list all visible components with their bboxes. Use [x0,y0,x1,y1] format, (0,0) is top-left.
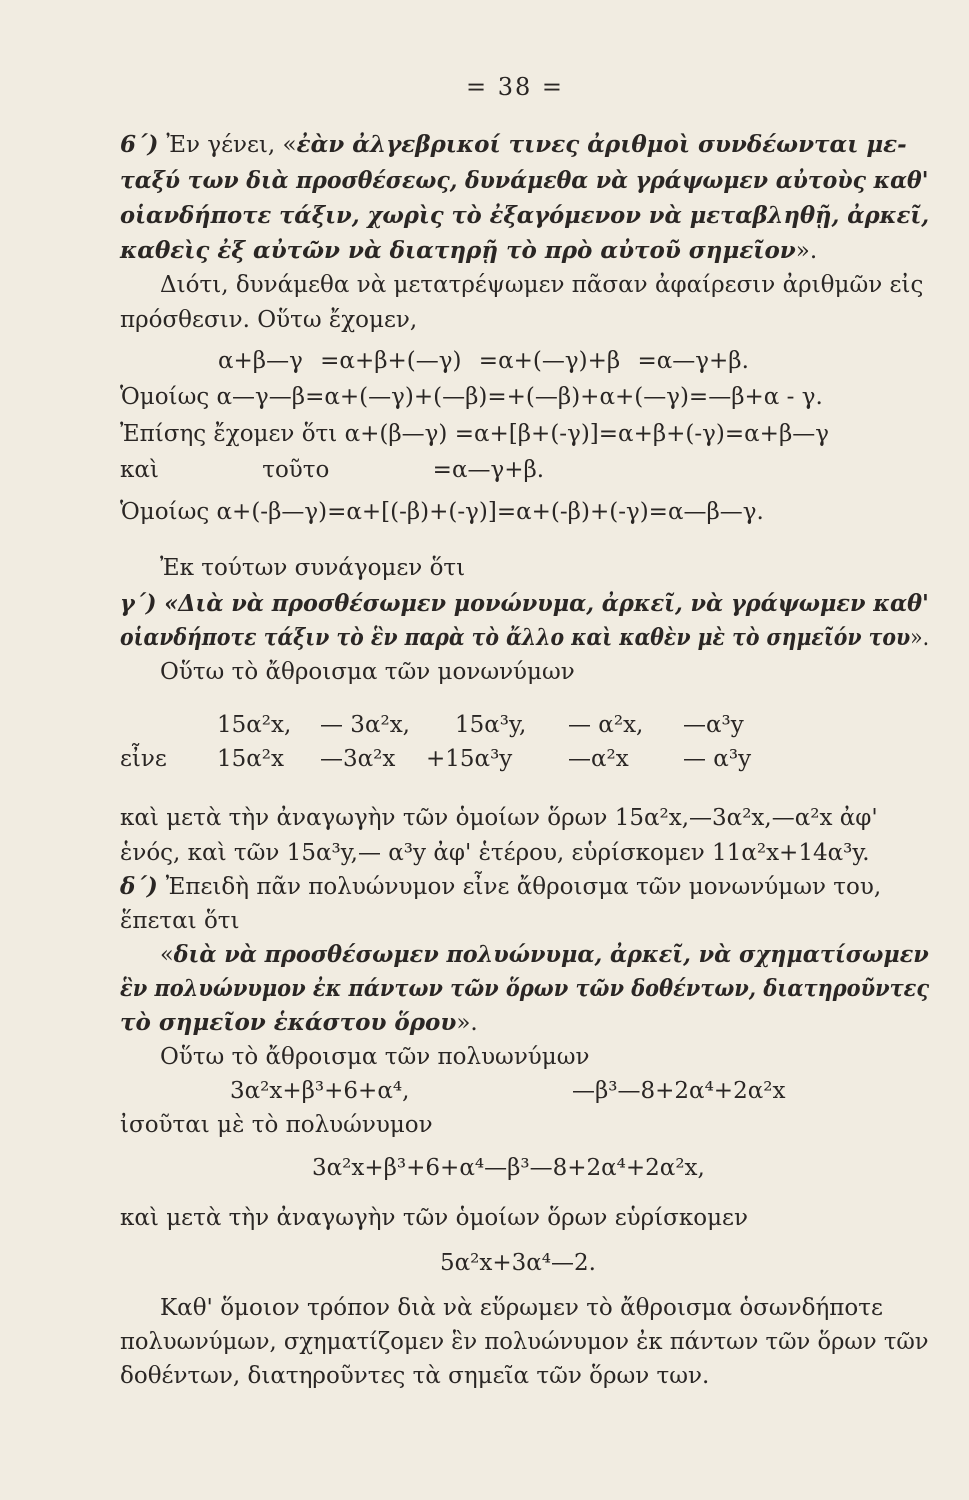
section-b-rule-l2: ταξύ των διὰ προσθέσεως, δυνάμεθα νὰ γράψωμεν αὐτοὺς καθ' [120,167,929,194]
section-c-text-l7: ἑνός, καὶ τῶν 15α³y,— α³y ἀφ' ἑτέρου, εὑρίσκομεν 11α²x+14α³y. [120,840,870,866]
sum-term: —α²x [568,746,629,772]
section-b-text-l6: πρόσθεσιν. Οὕτω ἔχομεν, [120,307,418,333]
equation-4: καὶ τοῦτο =α—γ+β. [120,457,545,483]
equation-2: Ὁμοίως α—γ—β=α+(—γ)+(—β)=+(—β)+α+(—γ)=—β+α - γ. [120,384,823,410]
section-c-text-l3: Οὕτω τὸ ἄθροισμα τῶν μονωνύμων [160,659,575,685]
eine-label: εἶνε [120,746,167,772]
sum-term: — α³y [683,746,752,772]
section-d-rule-l3: διὰ νὰ προσθέσωμεν πολυώνυμα, ἀρκεῖ, νὰ σχηματίσωμεν [173,941,929,968]
monomial: — 3α²x, [320,712,410,738]
page-number: = 38 = [466,73,565,101]
section-d-text-l1: Ἐπειδὴ πᾶν πολυώνυμον εἶνε ἄθροισμα τῶν μονωνύμων του, [165,874,882,900]
section-c-rule-l2: οἱανδήποτε τάξιν τὸ ἓν παρὰ τὸ ἄλλο καὶ καθὲν μὲ τὸ σημεῖόν του [120,624,911,651]
sum-term: —3α²x [320,746,396,772]
section-b-line-4 [120,236,817,266]
section-b-rule-end: ». [795,238,818,264]
monomial: 15α³y, [455,712,527,738]
equation-5: Ὁμοίως α+(-β—γ)=α+[(-β)+(-γ)]=α+(-β)+(-γ)=α—β—γ. [120,499,764,525]
section-d-text-l12: Καθ' ὅμοιον τρόπον διὰ νὰ εὕρωμεν τὸ ἄθροισμα ὁσωνδήποτε [160,1295,883,1321]
section-d-rule-start: « [160,942,174,968]
section-b-text-l5: Διότι, δυνάμεθα νὰ μετατρέψωμεν πᾶσαν ἀφαίρεσιν ἀριθμῶν εἰς [160,272,924,298]
section-d-rule-end: ». [456,1010,478,1036]
section-b-rule-l3: οἱανδήποτε τάξιν, χωρὶς τὸ ἐξαγόμενον νὰ μεταβληθῇ, ἀρκεῖ, [120,202,930,229]
section-d-text-l10: καὶ μετὰ τὴν ἀναγωγὴν τῶν ὁμοίων ὅρων εὑρίσκομεν [120,1205,748,1231]
section-d-rule-l4: ἓν πολυώνυμον ἐκ πάντων τῶν ὅρων τῶν δοθέντων, διατηροῦντες [120,975,930,1002]
result-polynomial: 5α²x+3α⁴—2. [440,1250,596,1276]
section-b-line-1 [120,130,907,160]
polynomial-sum: 3α²x+β³+6+α⁴—β³—8+2α⁴+2α²x, [312,1155,705,1181]
equation-1: α+β—γ =α+β+(—γ) =α+(—γ)+β =α—γ+β. [218,348,749,374]
polynomial-2: —β³—8+2α⁴+2α²x [572,1078,786,1104]
section-d-text-l6: Οὕτω τὸ ἄθροισμα τῶν πολυωνύμων [160,1044,590,1070]
monomial: — α²x, [568,712,644,738]
monomial: 15α²x, [217,712,292,738]
section-d-text-l14: δοθέντων, διατηροῦντες τὰ σημεῖα τῶν ὅρων των. [120,1363,710,1389]
monomial: —α³y [683,712,744,738]
section-d-rule-l5: τὸ σημεῖον ἑκάστου ὅρου [120,1009,457,1036]
equation-3: Ἐπίσης ἔχομεν ὅτι α+(β—γ) =α+[β+(-γ)]=α+β+(-γ)=α+β—γ [120,421,829,447]
section-c-intro: Ἐκ τούτων συνάγομεν ὅτι [160,555,466,581]
section-c-rule-l1: Διὰ νὰ προσθέσωμεν μονώνυμα, ἀρκεῖ, νὰ γράψωμεν καθ' [178,590,929,617]
section-b-intro: Ἐν γένει, « [166,132,297,158]
section-c-line-2 [120,623,929,653]
sum-term: 15α²x [217,746,284,772]
section-d-text-l2: ἕπεται ὅτι [120,908,240,934]
section-c-rule-end: ». [910,625,930,651]
section-c-text-l6: καὶ μετὰ τὴν ἀναγωγὴν τῶν ὁμοίων ὅρων 15α²x,—3α²x,—α²x ἀφ' [120,805,878,831]
section-b-label: 6΄) [120,131,167,158]
section-d-text-l13: πολυωνύμων, σχηματίζομεν ἓν πολυώνυμον ἐκ πάντων τῶν ὅρων τῶν [120,1329,929,1355]
section-b-rule-l4: καθεὶς ἐξ αὐτῶν νὰ διατηρῇ τὸ πρὸ αὐτοῦ σημεῖον [120,237,796,264]
section-d-label: δ΄) [120,873,166,900]
section-b-rule-l1: ἐὰν ἀλγεβρικοί τινες ἀριθμοὶ συνδέωνται με- [296,131,907,158]
sum-term: +15α³y [426,746,513,772]
section-c-label: γ΄) « [120,590,179,617]
section-c-line-1 [120,589,929,619]
section-d-line-3 [160,940,929,970]
section-d-line-5 [120,1008,478,1038]
section-d-line-1 [120,872,881,902]
polynomial-1: 3α²x+β³+6+α⁴, [230,1078,410,1104]
section-d-text-l8: ἰσοῦται μὲ τὸ πολυώνυμον [120,1112,433,1138]
